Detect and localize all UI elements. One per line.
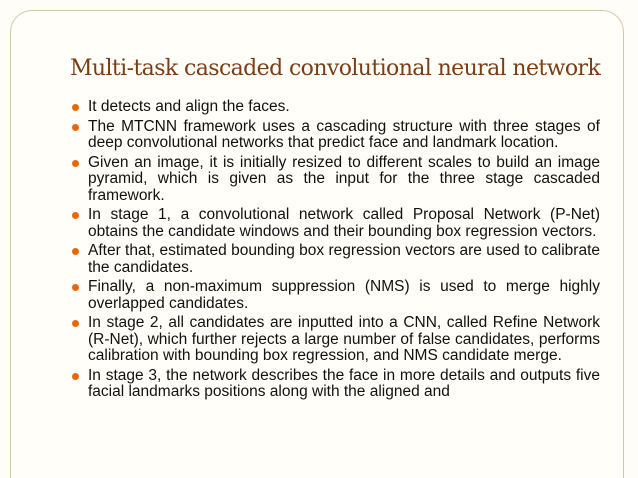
bullet-list — [72, 99, 600, 404]
bullet-item — [72, 119, 600, 152]
bullet-text: After that, estimated bounding box regression vectors are used to calibrate the candidates. — [88, 242, 600, 276]
slide-title: Multi-task cascaded convolutional neural network — [70, 56, 601, 81]
bullet-dot-icon — [72, 160, 79, 167]
bullet-dot-icon — [72, 284, 79, 291]
bullet-item — [72, 207, 600, 240]
bullet-dot-icon — [72, 104, 79, 111]
bullet-item — [72, 99, 600, 116]
bullet-item — [72, 155, 600, 205]
bullet-dot-icon — [72, 212, 79, 219]
bullet-text: In stage 3, the network describes the face in more details and outputs five facial landmarks positions along with the aligned and — [88, 366, 600, 400]
bullet-item — [72, 368, 600, 401]
bullet-dot-icon — [72, 373, 79, 380]
bullet-item — [72, 315, 600, 365]
bullet-text: In stage 2, all candidates are inputted into a CNN, called Refine Network (R-Net), which further rejects a large number of false candidates, performs calibration with bounding box regression, and NMS candidate merge. — [88, 314, 600, 364]
bullet-text: Given an image, it is initially resized to different scales to build an image pyramid, which is given as the input for the three stage cascaded framework. — [88, 153, 600, 204]
bullet-item — [72, 243, 600, 276]
bullet-text: Finally, a non-maximum suppression (NMS) is used to merge highly overlapped candidates. — [88, 278, 600, 312]
bullet-dot-icon — [72, 320, 79, 327]
bullet-text: In stage 1, a convolutional network called Proposal Network (P-Net) obtains the candidate windows and their bounding box regression vectors. — [88, 206, 600, 240]
bullet-dot-icon — [72, 248, 79, 255]
bullet-item — [72, 279, 600, 312]
bullet-dot-icon — [72, 124, 79, 131]
bullet-text: The MTCNN framework uses a cascading structure with three stages of deep convolutional networks that predict face and landmark location. — [88, 117, 600, 151]
bullet-text: It detects and align the faces. — [88, 98, 290, 115]
